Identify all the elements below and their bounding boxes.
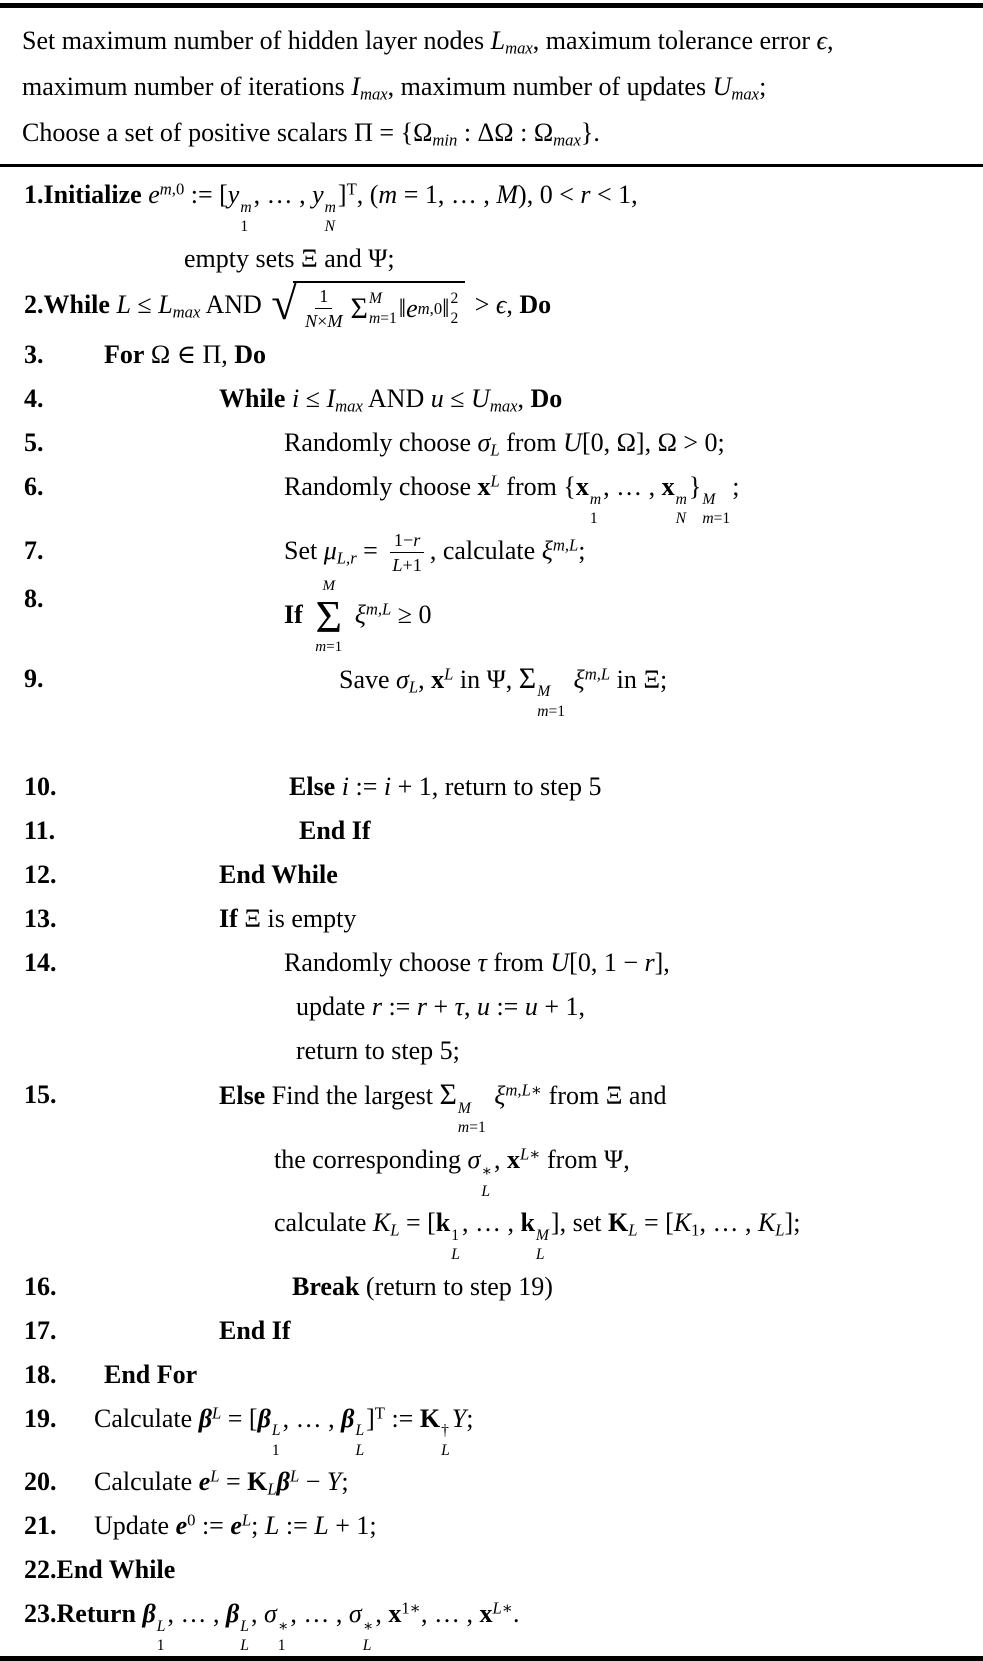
algorithm-line	[0, 941, 983, 985]
algorithm-steps	[0, 167, 983, 1656]
preamble-line: maximum number of iterations $I_{max}$, maximum number of updates $U_{max}$;	[22, 72, 767, 104]
step-content: If M Σ m=1 $\xi^{m,L} \ge 0$	[284, 578, 432, 656]
step-content: Calculate $\beta^L = [\beta$ L 1 , … , β L L ]$^T$ := K † L Y;	[94, 1403, 474, 1459]
step-number: 15.	[24, 1080, 57, 1110]
step-number: 16.	[24, 1271, 57, 1301]
algorithm-line	[0, 333, 983, 377]
step-number: 12.	[24, 860, 57, 890]
algorithm-line	[0, 1201, 983, 1265]
algorithm-line	[0, 765, 983, 809]
step-content: If Ξ is empty	[219, 904, 357, 934]
preamble-line: Set maximum number of hidden layer nodes $L_{max}$, maximum tolerance error ϵ,	[22, 26, 834, 58]
step-number: 21.	[24, 1511, 57, 1541]
algorithm-line	[0, 1138, 983, 1202]
step-number: 14.	[24, 948, 57, 978]
step-number: 3.	[24, 340, 44, 370]
step-content: the corresponding σ ∗ L , $x^{L∗}$ from Ψ,	[274, 1144, 630, 1200]
step-content: Break (return to step 19)	[292, 1271, 553, 1301]
algorithm-line	[0, 237, 983, 281]
algorithm-line	[0, 529, 983, 578]
step-content: Else i := i + 1, return to step 5	[289, 772, 602, 802]
step-content: calculate $K_L = [k$ 1 L , … , k M L ], set $K_L = [K_1$, … , $K_L$];	[274, 1208, 801, 1264]
algorithm-line	[0, 377, 983, 421]
step-number: 13.	[24, 904, 57, 934]
algorithm-line	[0, 1548, 983, 1592]
step-number: 8.	[24, 584, 44, 614]
step-number: 9.	[24, 663, 44, 693]
step-content: 1.Initialize $e^{m,0}$ := [y m 1 , … , y m N ]$^T$, (m = 1, … , M), 0 < r < 1,	[24, 179, 638, 236]
algorithm-line	[0, 985, 983, 1029]
step-content: Else Find the largest Σ M m=1 $\xi^{m,L∗}$ from Ξ and	[219, 1078, 667, 1137]
algorithm-line	[0, 853, 983, 897]
algorithm-line	[0, 577, 983, 656]
step-content: Update $e^0$ := $e^L$; L := L + 1;	[94, 1510, 377, 1541]
step-number: 17.	[24, 1315, 57, 1345]
algorithm-line	[0, 1353, 983, 1397]
step-content: Set $\mu_{L,r}$ = $\frac{1-r}{L+1}$ , calculate $\xi^{m,L}$;	[284, 529, 586, 576]
step-content: End If	[219, 1315, 291, 1345]
step-number: 6.	[24, 472, 44, 502]
algorithm-line	[0, 465, 983, 529]
algorithm-preamble	[0, 8, 983, 164]
step-number: 4.	[24, 384, 44, 414]
algorithm-line	[0, 173, 983, 237]
step-content: Randomly choose $\sigma_L$ from U[0, Ω], Ω > 0;	[284, 428, 725, 460]
algorithm-line	[0, 1592, 983, 1656]
step-content: End If	[299, 816, 371, 846]
step-number: 20.	[24, 1467, 57, 1497]
algorithm-line	[0, 657, 983, 722]
step-content: For Ω ∈ Π, Do	[104, 340, 267, 370]
algorithm-line	[0, 278, 983, 334]
algorithm-line	[0, 1309, 983, 1353]
algorithm-line	[0, 1073, 983, 1138]
step-content: Calculate $e^L = K_L\beta^L - Y$;	[94, 1466, 349, 1499]
step-content: return to step 5;	[296, 1036, 460, 1066]
step-number: 5.	[24, 428, 44, 458]
algorithm-line	[0, 421, 983, 465]
step-content: End For	[104, 1359, 198, 1389]
step-content: Randomly choose τ from U[0, 1 − r],	[284, 948, 670, 978]
step-number: 19.	[24, 1403, 57, 1433]
step-number: 18.	[24, 1359, 57, 1389]
step-content: 23.Return β L 1 , … , β L L , σ ∗ 1 , … , σ ∗ L , $x^{1∗}$, … , $x^{L∗}$.	[24, 1598, 520, 1655]
step-content: Randomly choose $x^L$ from {x m 1 , … , x m N } M m=1 ;	[284, 471, 740, 528]
step-content: empty sets Ξ and Ψ;	[184, 243, 395, 273]
preamble-line: Choose a set of positive scalars $\Pi = \{\Omega_{min}$ : ΔΩ : $\Omega_{max}$}.	[22, 118, 600, 150]
algorithm-line	[0, 1029, 983, 1073]
algorithm-line	[0, 809, 983, 853]
step-number: 7.	[24, 535, 44, 565]
step-content: 22.End While	[24, 1555, 176, 1585]
step-content: Save $\sigma_L$, $x^L$ in Ψ, Σ M m=1 $\xi^{m,L}$ in Ξ;	[339, 661, 668, 720]
algorithm-line	[0, 1460, 983, 1504]
step-content: 2.While $L \le L_{max}$ AND √ $\frac{1}{N\times M}$ Σ M m=1 ‖ e m,0 ‖ 2 2 > ϵ, Do	[24, 278, 552, 332]
step-number: 10.	[24, 772, 57, 802]
step-content: While $i \le I_{max}$ AND $u \le U_{max}$, Do	[219, 384, 563, 416]
algorithm-line	[0, 1397, 983, 1461]
algorithm-line	[0, 1504, 983, 1548]
algorithm-line	[0, 897, 983, 941]
algorithm-line	[0, 1265, 983, 1309]
step-content: update r := r + τ, u := u + 1,	[296, 992, 585, 1022]
step-content: End While	[219, 860, 338, 890]
step-number: 11.	[24, 816, 56, 846]
bottom-rule	[0, 1656, 983, 1661]
